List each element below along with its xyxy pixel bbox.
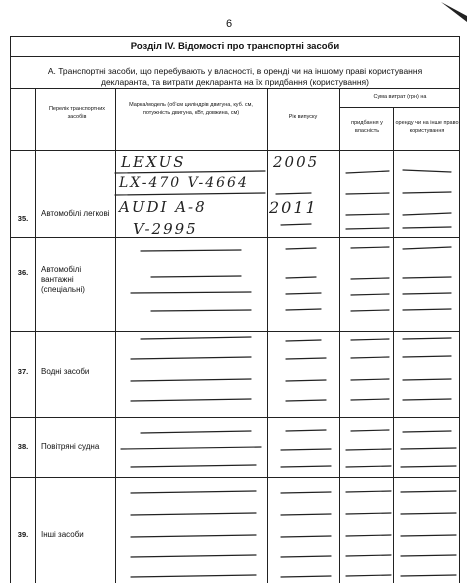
row-number-39: 39. <box>17 530 29 539</box>
handwritten-make-lexus: LEXUS <box>121 153 186 171</box>
row-category-39: Інші засоби <box>41 530 84 539</box>
section-subtitle-line2: декларанта, та витрати декларанта на їх придбання (користування) <box>101 77 369 87</box>
row-number-37: 37. <box>17 367 29 376</box>
header-purchase: придбання у власність <box>351 120 383 134</box>
page-number: 6 <box>226 18 233 30</box>
header-vehicle-list: Перелік транспортних засобів <box>48 106 106 120</box>
handwritten-engine-audi: V-2995 <box>133 220 198 238</box>
handwritten-year-lexus: 2005 <box>273 153 320 171</box>
header-year: Рік випуску <box>288 114 318 120</box>
page-corner-mark <box>439 0 469 22</box>
row-number-38: 38. <box>17 442 29 451</box>
row-number-36: 36. <box>17 268 29 277</box>
handwritten-model-lexus: LX-470 V-4664 <box>119 175 249 191</box>
handwritten-make-audi: AUDI A-8 <box>119 198 207 216</box>
row-category-36: Автомобілі вантажні (спеціальні) <box>41 265 85 294</box>
row-category-35: Автомобілі легкові <box>41 209 110 218</box>
header-sum: Сума витрат (грн) на <box>373 94 427 100</box>
header-model: Марка/модель (об'єм циліндрів двигуна, куб. см, потужність двигуна, кВт, довжина, см) <box>129 102 253 116</box>
header-rent: оренду чи на інше право користування <box>395 120 459 134</box>
vehicle-declaration-form <box>10 36 460 583</box>
handwritten-dashes <box>11 37 459 583</box>
handwritten-year-audi: 2011 <box>269 198 318 217</box>
section-title: Розділ IV. Відомості про транспортні засоби <box>11 37 459 57</box>
row-category-37: Водні засоби <box>41 367 90 376</box>
section-subtitle-line1: А. Транспортні засоби, що перебувають у власності, в оренді чи на іншому праві користування <box>47 66 423 76</box>
row-category-38: Повітряні судна <box>41 442 100 451</box>
row-number-35: 35. <box>17 214 29 223</box>
